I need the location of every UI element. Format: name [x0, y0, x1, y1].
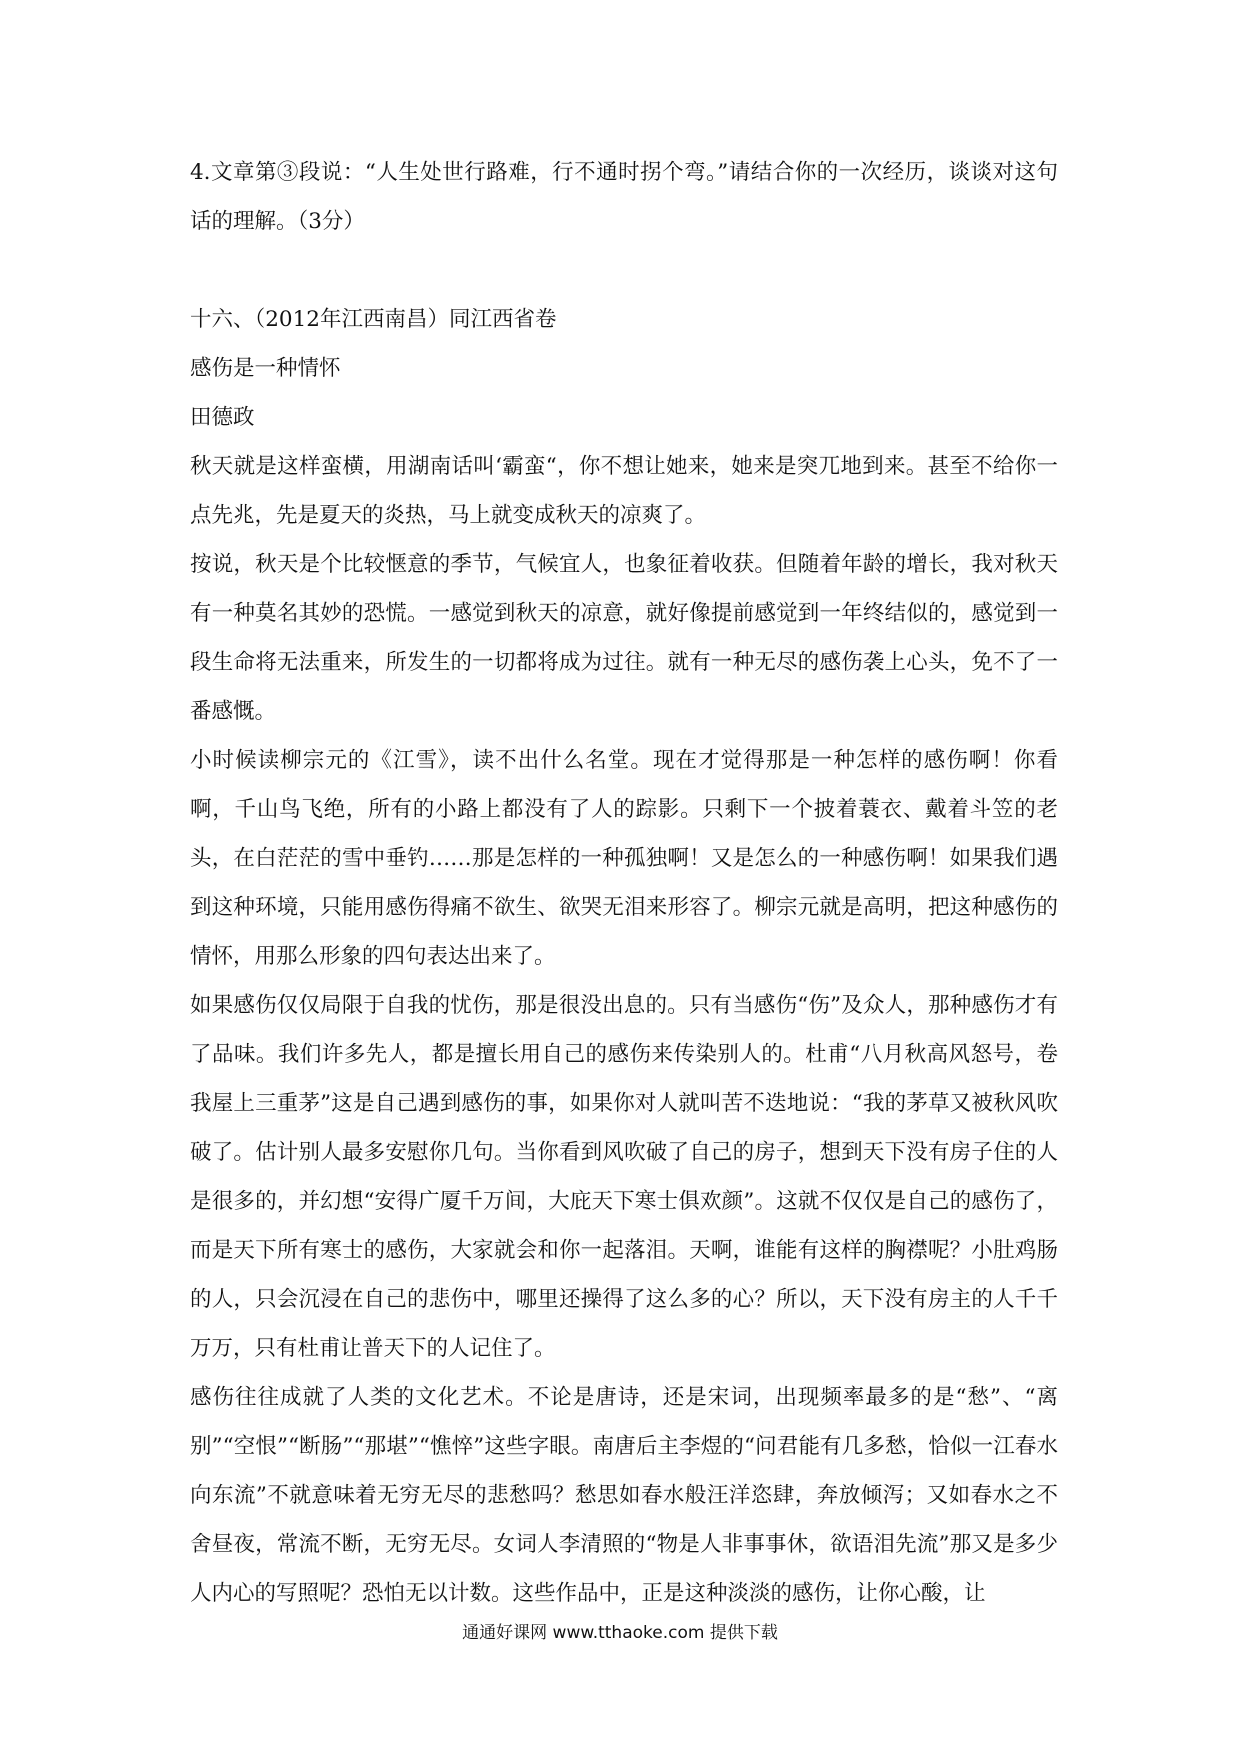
- article-author: 田德政: [190, 405, 255, 430]
- article-paragraph: 秋天就是这样蛮横，用湖南话叫‘霸蛮“，你不想让她来，她来是突兀地到来。甚至不给你一点先兆，先是夏天的炎热，马上就变成秋天的凉爽了。: [190, 454, 1058, 528]
- article: [190, 295, 1058, 1618]
- section-heading: 十六、（2012年江西南昌）同江西省卷: [190, 307, 557, 332]
- page-footer: 通通好课网 www.tthaoke.com 提供下载: [462, 1623, 778, 1643]
- question-4: 4.文章第③段说：“人生处世行路难，行不通时拐个弯。”请结合你的一次经历，谈谈对这句话的理解。（3分）: [190, 160, 1058, 234]
- article-title: 感伤是一种情怀: [190, 356, 341, 381]
- article-paragraph: 小时候读柳宗元的《江雪》，读不出什么名堂。现在才觉得那是一种怎样的感伤啊！你看啊，千山鸟飞绝，所有的小路上都没有了人的踪影。只剩下一个披着蓑衣、戴着斗笠的老头，在白茫茫的雪中垂钓……那是怎样的一种孤独啊！又是怎么的一种感伤啊！如果我们遇到这种环境，只能用感伤得痛不欲生、欲哭无泪来形容了。柳宗元就是高明，把这种感伤的情怀，用那么形象的四句表达出来了。: [190, 748, 1058, 969]
- article-paragraph: 如果感伤仅仅局限于自我的忧伤，那是很没出息的。只有当感伤“伤”及众人，那种感伤才有了品味。我们许多先人，都是擅长用自己的感伤来传染别人的。杜甫“八月秋高风怒号，卷我屋上三重茅”这是自己遇到感伤的事，如果你对人就叫苦不迭地说：“我的茅草又被秋风吹破了。估计别人最多安慰你几句。当你看到风吹破了自己的房子，想到天下没有房子住的人是很多的，并幻想“安得广厦千万间，大庇天下寒士俱欢颜”。这就不仅仅是自己的感伤了，而是天下所有寒士的感伤，大家就会和你一起落泪。天啊，谁能有这样的胸襟呢？小肚鸡肠的人，只会沉浸在自己的悲伤中，哪里还操得了这么多的心？所以，天下没有房主的人千千万万，只有杜甫让普天下的人记住了。: [190, 993, 1058, 1361]
- article-paragraph: 感伤往往成就了人类的文化艺术。不论是唐诗，还是宋词，出现频率最多的是“愁”、“离别”“空恨”“断肠”“那堪”“憔悴”这些字眼。南唐后主李煜的“问君能有几多愁，恰似一江春水向东流”不就意味着无穷无尽的悲愁吗？愁思如春水般汪洋恣肆，奔放倾泻；又如春水之不舍昼夜，常流不断，无穷无尽。女词人李清照的“物是人非事事休，欲语泪先流”那又是多少人内心的写照呢？恐怕无以计数。这些作品中，正是这种淡淡的感伤，让你心酸，让: [190, 1385, 1058, 1606]
- article-paragraph: 按说，秋天是个比较惬意的季节，气候宜人，也象征着收获。但随着年龄的增长，我对秋天有一种莫名其妙的恐慌。一感觉到秋天的凉意，就好像提前感觉到一年终结似的，感觉到一段生命将无法重来，所发生的一切都将成为过往。就有一种无尽的感伤袭上心头，免不了一番感慨。: [190, 552, 1058, 724]
